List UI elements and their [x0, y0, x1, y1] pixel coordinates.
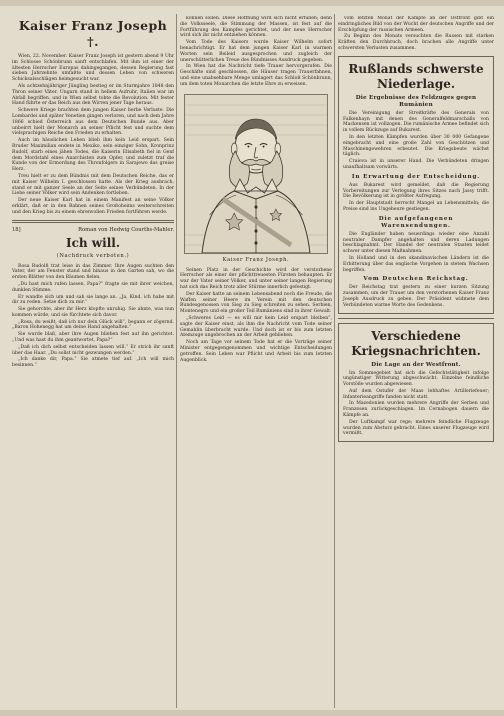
column-left	[12, 16, 174, 706]
various-paragraph: In Mazedonien wurden mehrere Angriffe der Serben und Franzosen zurückgeschlagen. Im Cernabogen dauern die Kämpfe an.	[343, 401, 489, 419]
page-bottom-edge	[0, 710, 504, 716]
russia-paragraph: Der Reichstag trat gestern zu einer kurzen Sitzung zusammen, um der Trauer um den verstorbenen Kaiser Franz Joseph Ausdruck zu geben. Der Präsident widmete dem Verbündeten warme Worte des Gedenkens.	[343, 285, 489, 308]
middle-paragraph: können sollen. Diese Hoffnung wird sich nicht erfüllen; denn die Volksseele, die Stimmung der Massen, ist fest auf die Fortführung des Kampfes gerichtet, und der neue Herrscher wird sich ihr nicht entziehen können.	[180, 16, 332, 39]
middle-paragraph: Der Kaiser hatte an seinem Lebensabend noch die Freude, die Waffen seiner Heere im Verein mit den deutschen Bundesgenossen von Sieg zu Sieg schreiten zu sehen. Serbien, Montenegro und ein großer Teil Rumäniens sind in ihrer Gewalt.	[180, 291, 332, 315]
russia-paragraph: Aus Bukarest wird gemeldet, daß die Regierung Vorbereitungen zur Verlegung ihres Sitzes nach Jassy trifft. Die Bevölkerung ist in größter Aufregung.	[343, 182, 489, 200]
column-right	[338, 16, 494, 706]
russia-intro: Zu Beginn des Monats versuchten die Russen mit starken Kräften den Durchbruch, doch brachen alle Angriffe unter schwersten Verlusten zusammen.	[338, 34, 494, 51]
novel-paragraph: „Rosa, du weißt, daß ich nur dein Glück will“, begann er zögernd. „Baron Hohenegg hat um deine Hand angehalten.“	[12, 319, 174, 331]
russia-intro: vom letzten Monat der Kämpfe an der Ostfront gibt ein eindringliches Bild von der Wucht der deutschen Angriffe und der Erschöpfung der russischen Armeen.	[338, 16, 494, 33]
russia-paragraph: Die Engländer haben neuerdings wieder eine Anzahl neutraler Dampfer angehalten und deren Ladungen beschlagnahmt. Der Handel der neutralen Staaten leidet schwer unter diesen Maßnahmen.	[343, 231, 489, 255]
kaiser-paragraph: Treu hielt er zu dem Bündnis mit dem Deutschen Reiche, das er mit Kaiser Wilhelm I. geschlossen hatte. Als der Krieg ausbrach, stand er mit ganzer Seele an der Seite seines Verbündeten. In der Liebe seiner Völker wird sein Andenken fortleben.	[12, 173, 174, 197]
middle-paragraph: In Wien hat die Nachricht tiefe Trauer hervorgerufen. Die Geschäfte sind geschlossen, die Häuser tragen Trauerfahnen, und eine unabsehbare Menge umlagert das Schloß Schönbrunn, um dem toten Monarchen die letzte Ehre zu erweisen.	[180, 64, 332, 87]
column-rule	[176, 14, 177, 708]
portrait-illustration	[185, 95, 327, 253]
middle-paragraph: Vom Tode des Kaisers wurde Kaiser Wilhelm sofort benachrichtigt. Er hat dem jungen Kaiser Karl in warmen Worten sein Beileid ausgesprochen und zugleich der unerschütterlichen Treue des Bündnisses Ausdruck gegeben.	[180, 40, 332, 63]
copyright-note: (Nachdruck verboten.)	[56, 252, 130, 259]
russia-box	[338, 56, 494, 314]
novel-paragraph: „Daß ich dich selbst entscheiden lassen will.“ Er strich ihr sanft über das Haar. „Du sollst nicht gezwungen werden.“	[12, 344, 174, 356]
russia-subhead: Vom Deutschen Reichstag.	[363, 276, 469, 283]
middle-paragraph: Noch am Tage vor seinem Tode hat er die Vorträge seiner Minister entgegengenommen und wichtige Entscheidungen getroffen. Sein Leben war Pflicht und Arbeit bis zum letzten Augenblick.	[180, 340, 332, 363]
page-top-edge	[0, 0, 504, 6]
russia-subhead: Die aufgefangenen Warensendungen.	[378, 215, 454, 229]
kaiser-paragraph: Auch im häuslichen Leben blieb ihm kein Leid erspart. Sein Bruder Maximilian endete in Mexiko, sein einziger Sohn, Kronprinz Rudolf, starb eines jähen Todes, die Kaiserin Elisabeth fiel in Genf dem Mordstahl eines Anarchisten zum Opfer, und zuletzt traf die Kunde von der Ermordung des Thronfolgers in Sarajewo das greise Herz.	[12, 138, 174, 173]
novel-paragraph: Rosa Rudolfi trat leise in das Zimmer. Ihre Augen suchten den Vater, der am Fenster stand und hinaus in den Garten sah, wo die ersten Blätter von den Bäumen fielen.	[12, 263, 174, 281]
novel-paragraph: Sie gehorchte, aber ihr Herz klopfte unruhig. Sie ahnte, was nun kommen würde, und sie fürchtete sich davor.	[12, 307, 174, 318]
novel-paragraph: Er wandte sich um und sah sie lange an. „Ja, Kind, ich habe mit dir zu reden. Setze dich zu mir.“	[12, 294, 174, 306]
russia-paragraph: In der Hauptstadt herrscht Mangel an Lebensmitteln; die Preise sind ins Ungeheure gestiegen.	[343, 201, 489, 212]
various-paragraph: Im Sommegebiet hat sich die Gefechtstätigkeit infolge ungünstiger Witterung abgeschwächt. Einzelne feindliche Vorstöße wurden abgewiesen.	[343, 370, 489, 388]
novel-paragraph: „Du hast mich rufen lassen, Papa?“ fragte sie mit ihrer weichen, dunklen Stimme.	[12, 281, 174, 293]
various-box	[338, 323, 494, 443]
russia-paragraph: Die Vereinigung der Streitkräfte des Generals von Falkenhayn mit denen des Generalfeldmarschalls von Mackensen ist vollzogen. Die rumänische Armee befindet sich in vollem Rückzuge auf Bukarest.	[343, 110, 489, 134]
various-subhead: Die Lage an der Westfront.	[371, 361, 461, 368]
novel-paragraph: Sie wurde blaß, aber ihre Augen blieben fest auf ihn gerichtet. „Und was hast du ihm geantwortet, Papa?“	[12, 332, 174, 344]
various-paragraph: Der Luftkampf war rege; mehrere feindliche Flugzeuge wurden zum Absturz gebracht. Eines unserer Flugzeuge wird vermißt.	[343, 419, 489, 437]
column-rule	[334, 14, 335, 708]
kaiser-headline: Kaiser Franz Joseph †.	[18, 18, 168, 49]
russia-paragraph: In den letzten Kämpfen wurden über 30 000 Gefangene eingebracht und eine große Zahl von Geschützen und Maschinengewehren erbeutet. Die Kriegsbeute wächst täglich.	[343, 134, 489, 158]
novel-credit: Roman von Hedwig Courths-Mahler.	[78, 226, 174, 233]
kaiser-paragraph: Als achtzehnjähriger Jüngling bestieg er im Sturmjahre 1848 den Thron seiner Väter. Ungarn stand in hellem Aufruhr, Italien war im Abfall begriffen, und in Wien selbst tobte die Revolution. Mit fester Hand führte er das Reich aus den Wirren jener Tage heraus.	[12, 83, 174, 107]
middle-paragraph: Seinen Platz in der Geschichte wird der verstorbene Herrscher als einer der pflichttreuesten Fürsten behaupten. Er war der Vater seiner Völker, und unter seiner langen Regierung hat sich das Reich trotz aller Stürme innerlich gefestigt.	[180, 267, 332, 290]
kaiser-paragraph: Wien, 22. November. Kaiser Franz Joseph ist gestern abend 9 Uhr im Schlosse Schönbrunn sanft entschlafen. Mit ihm ist einer der ältesten Herrscher Europas dahingegangen, dessen Regierung fast sieben Jahrzehnte umfaßte und dessen Leben von schweren Schicksalsschlägen heimgesucht war.	[12, 54, 174, 83]
russia-subhead: In Erwartung der Entscheidung.	[351, 173, 481, 180]
russia-paragraph: Craiova ist in unserer Hand. Die Verbündeten dringen unaufhaltsam vorwärts.	[343, 159, 489, 170]
column-middle	[180, 16, 332, 706]
feuilleton-header	[12, 227, 174, 234]
middle-paragraph: „Schweres Leid — es will mir kein Leid erspart bleiben“, sagte der Kaiser einst, als ihm die Nachricht vom Tode seiner Gemahlin überbracht wurde. Und doch ist er bis zum letzten Atemzuge ungebrochen an der Arbeit geblieben.	[180, 315, 332, 339]
kaiser-portrait	[184, 94, 328, 254]
russia-headline: Rußlands schwerste Niederlage.	[348, 61, 484, 91]
feuilleton-divider	[12, 220, 174, 223]
portrait-caption: Kaiser Franz Joseph.	[222, 256, 290, 263]
russia-subhead: Die Ergebnisse des Feldzuges gegen Rumänien	[355, 94, 477, 108]
novel-paragraph: „Ich danke dir, Papa.“ Sie atmete tief auf. „Ich will mich besinnen.“	[12, 357, 174, 369]
various-headline: Verschiedene Kriegsnachrichten.	[351, 328, 481, 358]
russia-paragraph: In Holland und in den skandinavischen Ländern ist die Erbitterung über das englische Vorgehen in stetem Wachsen begriffen.	[343, 255, 489, 273]
kaiser-paragraph: Schwere Kriege brachten dem jungen Kaiser herbe Verluste. Die Lombardei und später Venetien gingen verloren, und nach dem Jahre 1866 schied Österreich aus dem Deutschen Bunde aus. Aber unbeirrt hielt der Monarch an seiner Pflicht fest und suchte dem vielsprachigen Reiche den Frieden zu erhalten.	[12, 108, 174, 137]
section-divider	[338, 318, 494, 319]
installment-number: 18]	[12, 226, 21, 233]
various-paragraph: Auf dem Ostufer der Maas lebhaftes Artilleriefeuer; Infanterieangriffe fanden nicht statt.	[343, 388, 489, 400]
kaiser-paragraph: Der neue Kaiser Karl hat in einem Manifest an seine Völker erklärt, daß er in den Bahnen seines Großoheims weiterschreiten und den Krieg bis zu einem ehrenvollen Frieden fortführen werde.	[12, 198, 174, 215]
novel-title: Ich will.	[65, 235, 120, 250]
